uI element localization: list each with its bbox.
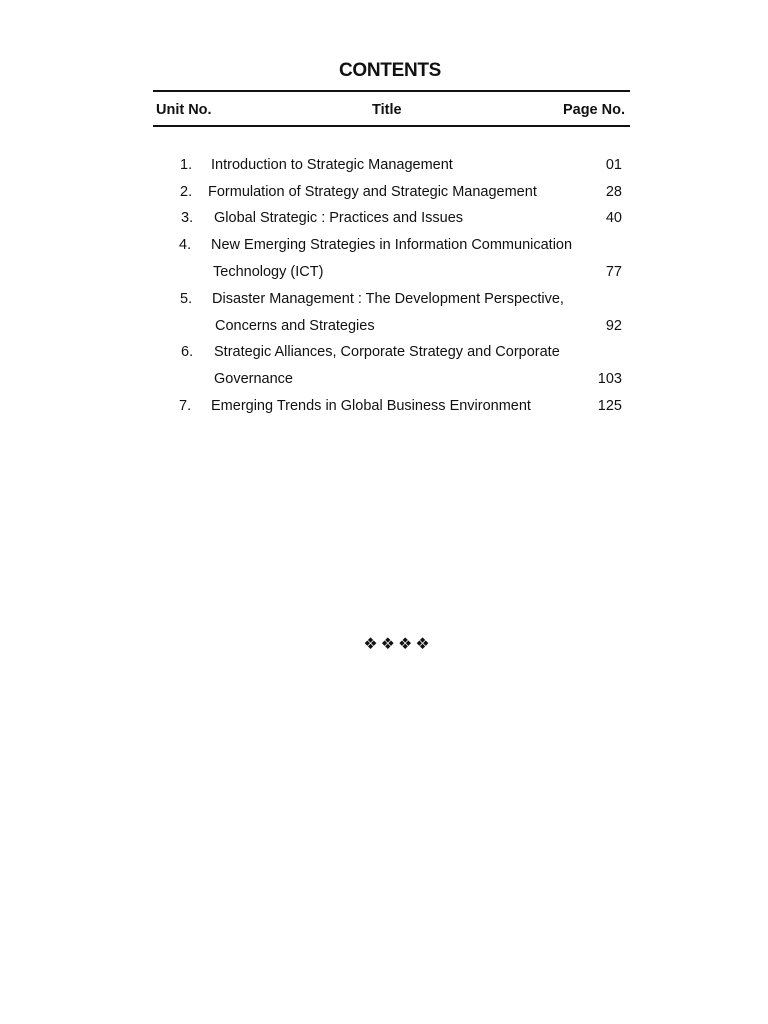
toc-entry-number: 4. xyxy=(179,237,192,253)
column-header-unit: Unit No. xyxy=(156,102,212,118)
toc-entry-number: 5. xyxy=(180,291,193,307)
toc-entry-page: 28 xyxy=(605,184,622,200)
toc-entry-title: Strategic Alliances, Corporate Strategy and Corporate xyxy=(214,344,560,360)
toc-entry-title: Disaster Management : The Development Perspective, xyxy=(212,291,564,307)
toc-entry-number: 2. xyxy=(180,184,193,200)
toc-entry-title: Introduction to Strategic Management xyxy=(211,157,453,173)
toc-entry-number: 1. xyxy=(180,157,193,173)
toc-entry-number: 3. xyxy=(181,210,194,226)
toc-entry-title-continued: Technology (ICT) xyxy=(213,264,324,280)
toc-entry-title: Formulation of Strategy and Strategic Management xyxy=(208,184,537,200)
toc-entry-page: 77 xyxy=(605,264,622,280)
page-title: CONTENTS xyxy=(338,60,442,81)
end-ornament: ❖❖❖❖ xyxy=(363,634,433,653)
toc-entry-page: 01 xyxy=(605,157,622,173)
toc-entry-title-continued: Governance xyxy=(214,371,293,387)
toc-entry-page: 103 xyxy=(597,371,622,387)
toc-entry-number: 7. xyxy=(179,398,192,414)
toc-entry-title-continued: Concerns and Strategies xyxy=(215,318,375,334)
toc-entry-page: 92 xyxy=(605,318,622,334)
column-header-page: Page No. xyxy=(562,102,625,118)
toc-entry-page: 125 xyxy=(597,398,622,414)
toc-entry-number: 6. xyxy=(181,344,194,360)
toc-entry-title: New Emerging Strategies in Information Communication xyxy=(211,237,573,253)
toc-entry-page: 40 xyxy=(605,210,622,226)
column-header-title: Title xyxy=(372,102,402,118)
toc-entry-title: Global Strategic : Practices and Issues xyxy=(214,210,464,226)
toc-entry-title: Emerging Trends in Global Business Environment xyxy=(211,398,531,414)
